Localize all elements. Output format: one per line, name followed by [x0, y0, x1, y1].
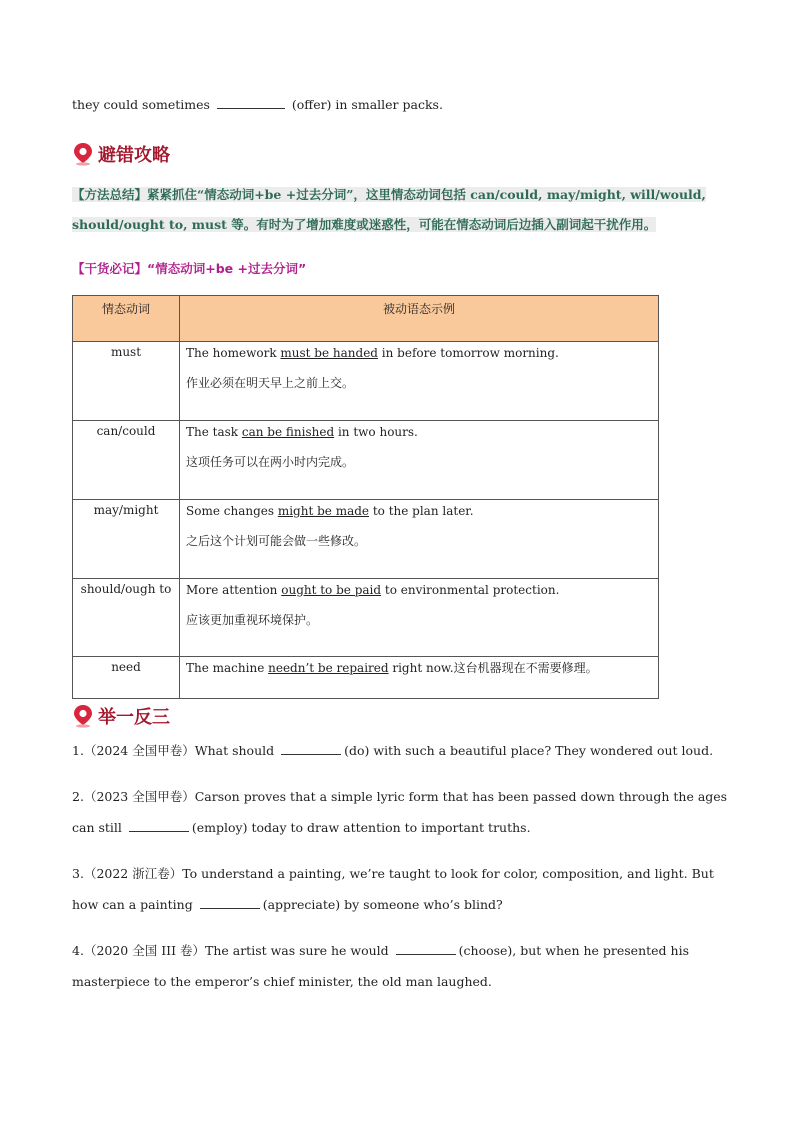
section-title: 避错攻略 — [98, 145, 170, 166]
table-row — [73, 579, 659, 657]
example-cell: The machine needn’t be repaired right now.这台机器现在不需要修理。 — [180, 657, 659, 699]
exercise-item: 2.（2023 全国甲卷）Carson proves that a simple lyric form that has been passed down through the ages can still (employ) today to draw attention to important truths. — [72, 789, 728, 835]
modal-verb-cell: must — [73, 342, 180, 421]
example-cell: The task can be finished in two hours. 这项任务可以在两小时内完成。 — [180, 421, 659, 500]
header-passive-example: 被动语态示例 — [180, 296, 659, 342]
modal-verb-cell: should/ough to — [73, 579, 180, 657]
answer-blank[interactable] — [281, 742, 341, 755]
exercise-item: 1.（2024 全国甲卷）What should (do) with such a beautiful place? They wondered out loud. — [72, 743, 714, 758]
intro-line — [72, 96, 443, 112]
table-row — [73, 657, 659, 699]
example-cell: The homework must be handed in before tomorrow morning. 作业必须在明天早上之前上交。 — [180, 342, 659, 421]
example-cell: More attention ought to be paid to environmental protection. 应该更加重视环境保护。 — [180, 579, 659, 657]
table-row — [73, 342, 659, 421]
underlined-phrase: ought to be paid — [281, 583, 382, 597]
exercise-item: 4.（2020 全国 III 卷）The artist was sure he would (choose), but when he presented his masterpiece to the emperor’s chief minister, the old man laughed. — [72, 943, 689, 989]
section-heading-avoid-errors — [72, 141, 170, 167]
answer-blank[interactable] — [396, 942, 456, 955]
underlined-phrase: might be made — [277, 504, 370, 518]
answer-blank[interactable] — [217, 96, 285, 109]
section-title: 举一反三 — [98, 707, 170, 728]
header-modal-verb: 情态动词 — [73, 296, 180, 342]
chinese-translation: 这项任务可以在两小时内完成。 — [186, 455, 355, 469]
chinese-translation: 应该更加重视环境保护。 — [186, 613, 319, 627]
dry-goods-title: 【干货必记】“情态动词+be +过去分词” — [72, 261, 307, 276]
chinese-translation: 之后这个计划可能会做一些修改。 — [186, 534, 367, 548]
modal-verb-cell: may/might — [73, 500, 180, 579]
table-row — [73, 500, 659, 579]
table-header-row — [73, 296, 659, 342]
location-pin-icon — [72, 142, 94, 166]
answer-blank[interactable] — [200, 896, 260, 909]
table-row — [73, 421, 659, 500]
underlined-phrase: needn’t be repaired — [268, 661, 389, 675]
location-pin-icon — [72, 704, 94, 728]
modal-verb-cell: need — [73, 657, 180, 699]
example-cell: Some changes might be made to the plan later. 之后这个计划可能会做一些修改。 — [180, 500, 659, 579]
intro-text-end: (offer) in smaller packs. — [291, 97, 443, 112]
modal-verb-cell: can/could — [73, 421, 180, 500]
exercise-item: 3.（2022 浙江卷）To understand a painting, we’re taught to look for color, composition, and light. But how can a painting (appreciate) by someone who’s blind? — [72, 866, 714, 912]
underlined-phrase: must be handed — [280, 346, 378, 360]
method-summary — [72, 180, 732, 240]
chinese-translation: 作业必须在明天早上之前上交。 — [186, 376, 355, 390]
answer-blank[interactable] — [129, 819, 189, 832]
summary-text: 紧紧抓住“情态动词+be +过去分词”，这里情态动词包括 can/could, may/might, will/would, should/ought to, must 等。有时为了增加难度或迷惑性，可能在情态动词后边插入副词起干扰作用。 — [72, 187, 706, 232]
summary-tag: 【方法总结】 — [72, 187, 148, 202]
modal-passive-table — [72, 295, 659, 699]
underlined-phrase: can be finished — [241, 425, 335, 439]
section-heading-practice — [72, 703, 170, 729]
exercise-list — [72, 735, 732, 1012]
intro-text: they could sometimes — [72, 97, 210, 112]
